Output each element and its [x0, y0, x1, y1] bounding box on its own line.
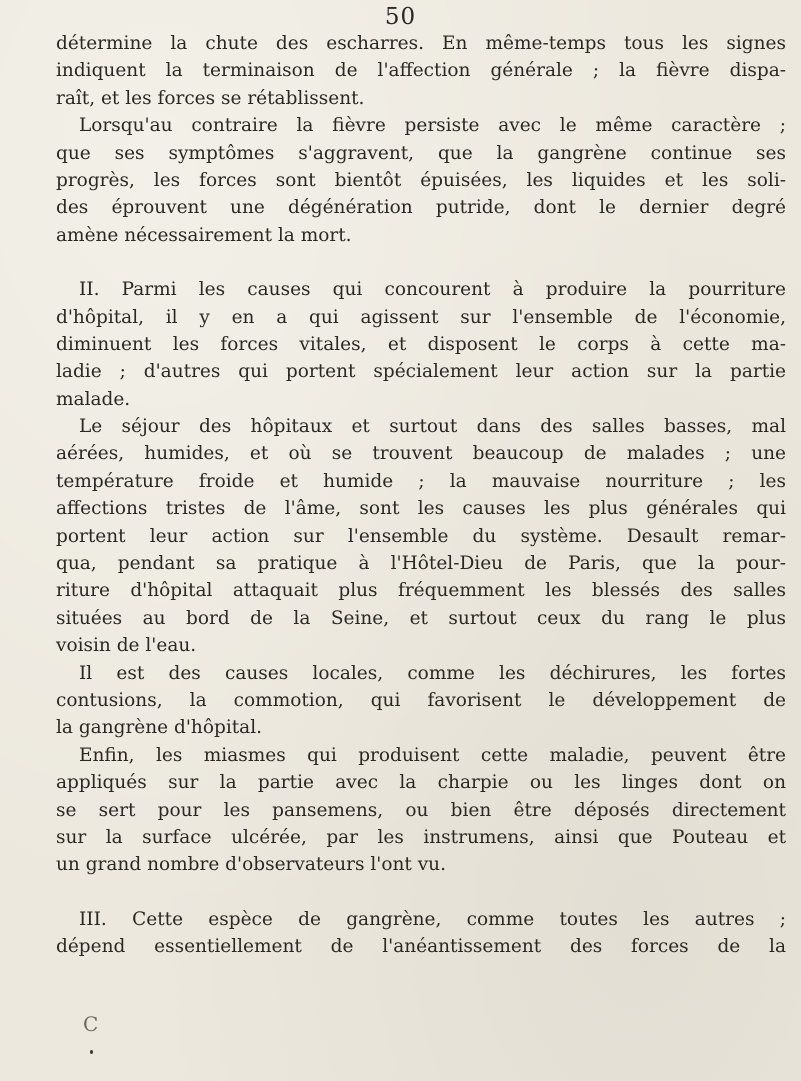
text-line: diminuent les forces vitales, et disposent le corps à cette ma-: [56, 333, 786, 355]
ink-speck: [90, 1050, 93, 1054]
text-line: situées au bord de la Seine, et surtout ceux du rang le plus: [56, 607, 786, 629]
section-gap: [56, 249, 786, 276]
text-line: riture d'hôpital attaquait plus fréquemment les blessés des salles: [56, 580, 786, 602]
paragraph-1: [56, 30, 786, 112]
paragraph-5: [56, 660, 786, 742]
page-number: 50: [384, 4, 417, 30]
paragraph-6: [56, 742, 786, 879]
text-line: dépend essentiellement de l'anéantissement des forces de la: [56, 936, 786, 958]
text-line: indiquent la terminaison de l'affection générale ; la fièvre dispa-: [56, 60, 786, 82]
signature-mark: C: [83, 1012, 99, 1036]
text-line: contusions, la commotion, qui favorisent le développement de: [56, 689, 786, 711]
text-line: un grand nombre d'observateurs l'ont vu.: [56, 854, 446, 876]
text-line: portent leur action sur l'ensemble du système. Desault remar-: [56, 525, 786, 547]
text-line: d'hôpital, il y en a qui agissent sur l'ensemble de l'économie,: [56, 306, 786, 328]
text-line: progrès, les forces sont bientôt épuisées, les liquides et les soli-: [56, 169, 786, 191]
text-line: malade.: [56, 388, 131, 410]
text-line: appliqués sur la partie avec la charpie ou les linges dont on: [56, 772, 786, 794]
paragraph-7: [56, 906, 786, 961]
paragraph-3: [56, 276, 786, 413]
text-line: se sert pour les pansemens, ou bien être déposés directement: [56, 799, 786, 821]
paragraph-4: [56, 413, 786, 660]
text-line: aérées, humides, et où se trouvent beaucoup de malades ; une: [56, 443, 786, 465]
section-gap: [56, 879, 786, 906]
text-line: sur la surface ulcérée, par les instrumens, ainsi que Pouteau et: [56, 826, 786, 848]
text-line: qua, pendant sa pratique à l'Hôtel-Dieu de Paris, que la pour-: [56, 553, 786, 575]
paragraph-2: [56, 112, 786, 249]
text-line: III. Cette espèce de gangrène, comme toutes les autres ;: [79, 908, 786, 930]
text-line: Le séjour des hôpitaux et surtout dans des salles basses, mal: [79, 416, 786, 438]
text-line: Il est des causes locales, comme les déchirures, les fortes: [79, 662, 786, 684]
text-line: des éprouvent une dégénération putride, dont le dernier degré: [56, 197, 786, 219]
text-line: la gangrène d'hôpital.: [56, 717, 262, 739]
body-text: [56, 30, 786, 961]
text-line: détermine la chute des escharres. En même-temps tous les signes: [56, 33, 786, 54]
text-line: affections tristes de l'âme, sont les causes les plus générales qui: [56, 498, 786, 520]
text-line: température froide et humide ; la mauvaise nourriture ; les: [56, 470, 786, 492]
text-line: amène nécessairement la mort.: [56, 224, 352, 246]
text-line: Lorsqu'au contraire la fièvre persiste avec le même caractère ;: [79, 115, 786, 137]
text-line: voisin de l'eau.: [56, 635, 197, 657]
text-line: raît, et les forces se rétablissent.: [56, 87, 365, 109]
text-line: que ses symptômes s'aggravent, que la gangrène continue ses: [56, 142, 786, 164]
text-line: Enfin, les miasmes qui produisent cette maladie, peuvent être: [79, 744, 786, 766]
text-line: II. Parmi les causes qui concourent à produire la pourriture: [79, 279, 786, 301]
text-line: ladie ; d'autres qui portent spécialement leur action sur la partie: [56, 361, 786, 383]
